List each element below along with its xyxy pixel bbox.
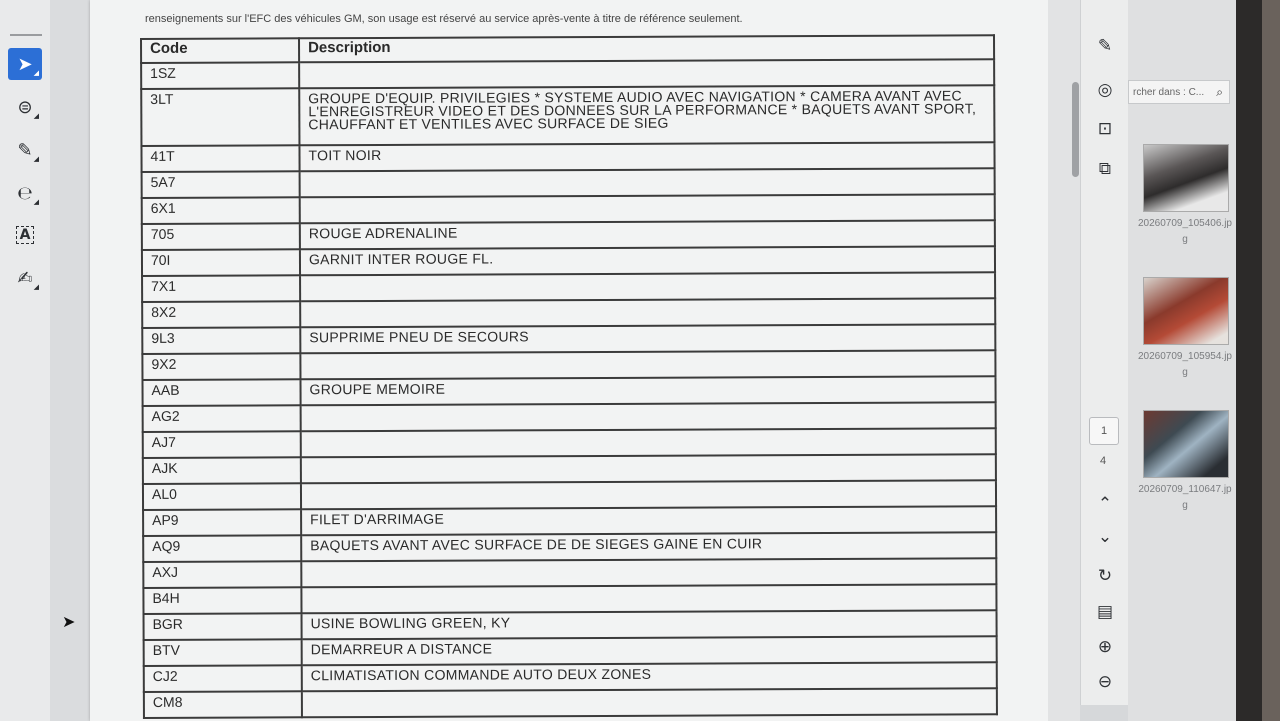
cell-code: 41T [141, 145, 299, 172]
table-row [143, 402, 996, 432]
rail-divider [10, 34, 42, 36]
table-row [142, 324, 995, 354]
cell-code: BGR [144, 613, 302, 640]
cell-code: AQ9 [143, 535, 301, 562]
cell-desc [301, 558, 996, 587]
table-row [143, 532, 996, 562]
cell-code: 3LT [141, 88, 299, 146]
refresh-icon[interactable]: ↻ [1097, 566, 1113, 586]
cell-code: 1SZ [141, 62, 299, 89]
table-row [144, 636, 997, 666]
cell-desc: BAQUETS AVANT AVEC SURFACE DE DE SIEGES GAINE EN CUIR [301, 532, 996, 561]
cell-code: 70I [142, 249, 300, 276]
thumbnail-caption-2: 20260709_105954.jpg [1138, 351, 1232, 378]
zoom-out-icon[interactable]: ⊖ [1097, 672, 1113, 692]
table-row [141, 59, 994, 89]
vertical-scrollbar-thumb[interactable] [1072, 82, 1079, 177]
header-description: Description [299, 35, 994, 62]
cell-code: CM8 [144, 691, 302, 718]
table-row [143, 428, 996, 458]
table-row [142, 168, 995, 198]
cell-code: AXJ [143, 561, 301, 588]
cell-code: 705 [142, 223, 300, 250]
thumbnail-image-3[interactable] [1143, 410, 1229, 478]
draw-tool-icon[interactable]: ℮ ◢ [17, 182, 39, 206]
table-row [142, 376, 995, 406]
cell-code: AAB [142, 379, 300, 406]
mouse-pointer-icon: ➤ [62, 612, 76, 631]
table-row [142, 298, 995, 328]
comment-tool-icon[interactable]: ⊜ ◢ [17, 96, 39, 120]
cell-code: 5A7 [142, 171, 300, 198]
cell-desc [301, 480, 996, 509]
table-row [141, 85, 994, 146]
total-pages: 4 [1099, 455, 1107, 467]
edit-pdf-icon[interactable]: ✎ [1097, 36, 1113, 56]
copy-icon[interactable]: ⧉ [1098, 159, 1112, 179]
table-row [142, 220, 995, 250]
select-tool-icon[interactable]: ➤ ◢ [8, 48, 42, 80]
cell-code: B4H [143, 587, 301, 614]
save-icon[interactable]: ▤ [1096, 602, 1114, 622]
table-row [143, 584, 996, 614]
highlight-tool-icon[interactable]: ✎ ◢ [17, 139, 39, 163]
table-row [144, 688, 997, 718]
chevron-up-icon[interactable]: ⌃ [1097, 494, 1113, 514]
cell-desc: CLIMATISATION COMMANDE AUTO DEUX ZONES [302, 662, 997, 691]
cell-desc [301, 428, 996, 457]
cell-desc: USINE BOWLING GREEN, KY [302, 610, 997, 639]
cell-desc: GROUPE MEMOIRE [300, 376, 995, 405]
table-row [143, 454, 996, 484]
cell-desc: DEMARREUR A DISTANCE [302, 636, 997, 665]
cell-desc: TOIT NOIR [299, 142, 994, 171]
cell-code: AJK [143, 457, 301, 484]
table-row [142, 194, 995, 224]
chevron-down-icon[interactable]: ⌄ [1097, 527, 1113, 547]
pdf-page [90, 0, 1048, 721]
cell-desc [301, 454, 996, 483]
cell-desc: GROUPE D'EQUIP. PRIVILEGIES * SYSTEME AUDIO AVEC NAVIGATION * CAMERA AVANT AVEC L'ENREGISTREUR VIDEO ET DES DONNEES SUR LA PERFORMANCE * BAQUETS AVANT SPORT, CHAUFFANT ET VENTILES AVEC SURFACE DE SIEG [299, 85, 994, 145]
cell-desc [301, 402, 996, 431]
table-row [143, 558, 996, 588]
cell-desc [300, 272, 995, 301]
cell-desc [300, 168, 995, 197]
thumbnail-image-2[interactable] [1143, 277, 1229, 345]
table-row [143, 480, 996, 510]
table-row [142, 350, 995, 380]
cell-code: AP9 [143, 509, 301, 536]
zoom-in-icon[interactable]: ⊕ [1097, 637, 1113, 657]
cell-code: CJ2 [144, 665, 302, 692]
cell-desc [299, 59, 994, 88]
options-table [140, 34, 998, 719]
table-row [142, 246, 995, 276]
monitor-bezel-edge [1262, 0, 1280, 721]
cell-code: AG2 [143, 405, 301, 432]
ai-assistant-icon[interactable]: ◎ [1097, 80, 1113, 100]
cell-code: 8X2 [142, 301, 300, 328]
search-icon[interactable]: ⌕ [1216, 85, 1223, 99]
thumbnail-caption-3: 20260709_110647.jpg [1138, 484, 1232, 511]
cell-code: AJ7 [143, 431, 301, 458]
cell-code: 6X1 [142, 197, 300, 224]
cell-code: 7X1 [142, 275, 300, 302]
thumbnail-image-1[interactable] [1143, 144, 1229, 212]
current-page-field[interactable]: 1 [1089, 417, 1119, 445]
cell-desc [300, 194, 995, 223]
cell-code: 9X2 [142, 353, 300, 380]
header-code: Code [141, 38, 299, 63]
thumbnail-search-input[interactable] [1128, 80, 1230, 104]
sign-tool-icon[interactable]: ✍ ◢ [17, 267, 39, 291]
cell-desc [300, 298, 995, 327]
table-row [144, 662, 997, 692]
cell-code: AL0 [143, 483, 301, 510]
table-row [144, 610, 997, 640]
cell-desc [300, 350, 995, 379]
options-table-wrapper [140, 34, 998, 719]
cell-desc: ROUGE ADRENALINE [300, 220, 995, 249]
cell-desc: SUPPRIME PNEU DE SECOURS [300, 324, 995, 353]
text-tool-icon[interactable]: A [8, 219, 42, 251]
cell-code: 9L3 [142, 327, 300, 354]
cell-desc [301, 584, 996, 613]
thumbnail-caption-1: 20260709_105406.jpg [1138, 218, 1232, 245]
search-placeholder: rcher dans : C... [1133, 86, 1205, 98]
table-row [142, 272, 995, 302]
table-row [143, 506, 996, 536]
table-row [141, 142, 994, 172]
cell-code: BTV [144, 639, 302, 666]
bookmark-icon[interactable]: ⊡ [1097, 119, 1113, 139]
cell-desc: FILET D'ARRIMAGE [301, 506, 996, 535]
page-notice-text: renseignements sur l'EFC des véhicules GM, son usage est réservé au service après-vente à titre de référence seulement. [145, 13, 743, 25]
cell-desc: GARNIT INTER ROUGE FL. [300, 246, 995, 275]
cell-desc [302, 688, 997, 717]
